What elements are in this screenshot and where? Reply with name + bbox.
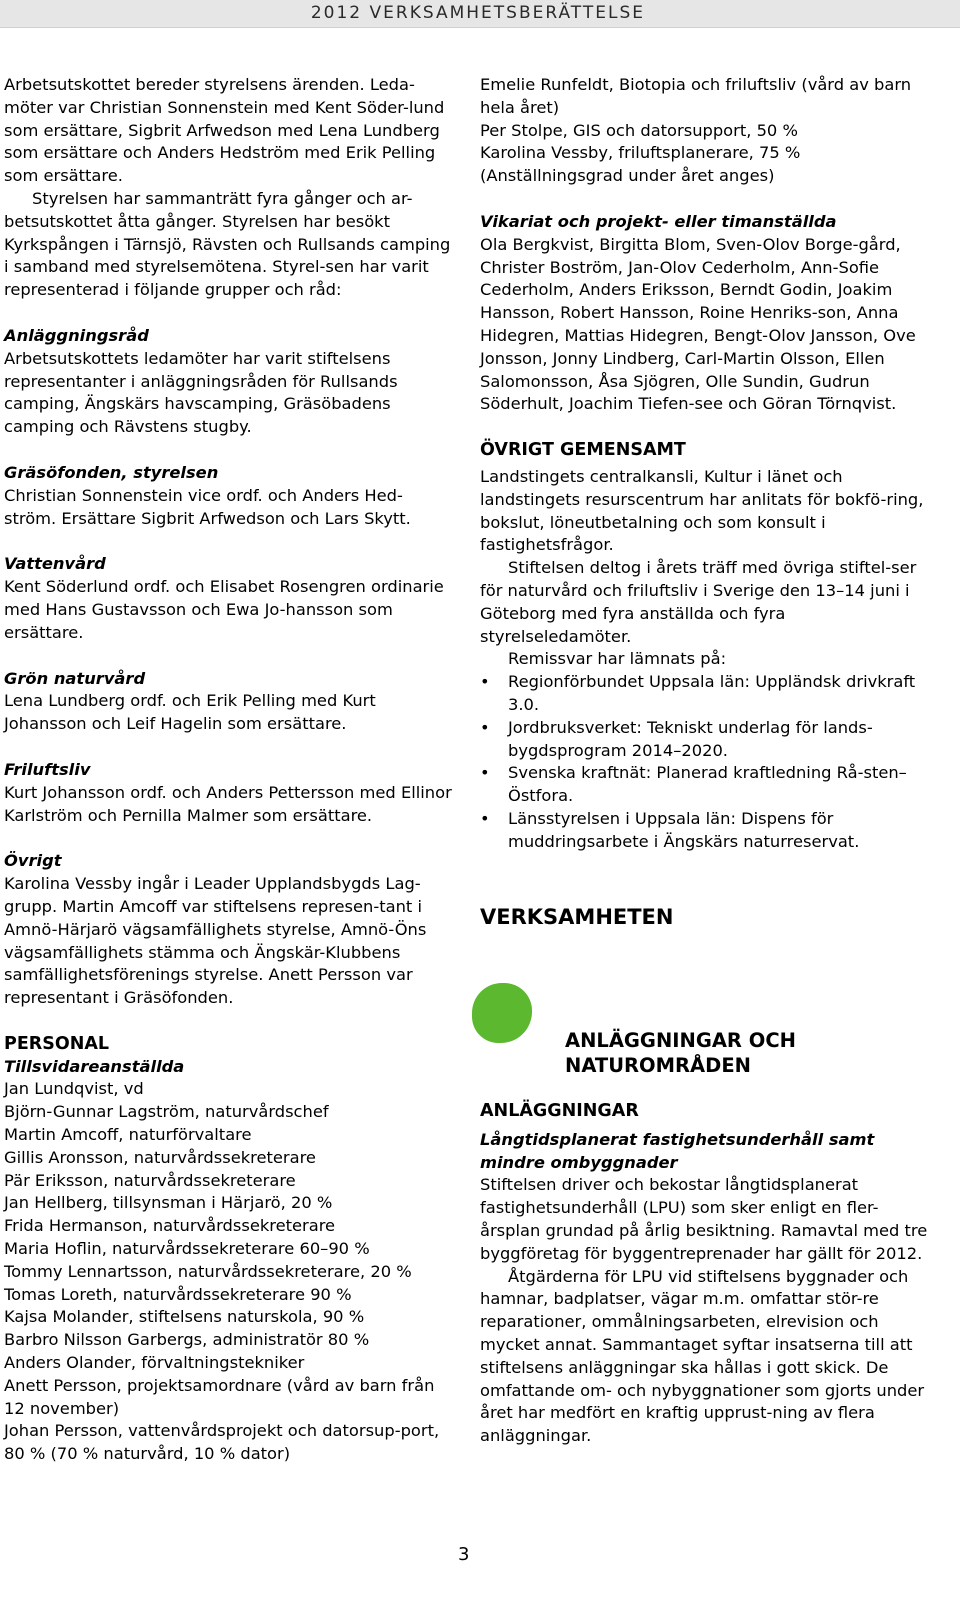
- section-friluftsliv: [4, 759, 454, 827]
- vikariat-text: Ola Bergkvist, Birgitta Blom, Sven-Olov Borge-gård, Christer Boström, Jan-Olov Cederholm, Ann-Sofie Cederholm, Anders Eriksson, Berndt Godin, Joakim Hansson, Robert Hansson, Roine Henriks-son, Anna Hidegren, Mattias Hidegren, Bengt-Olov Jansson, Ove Jonsson, Jonny Lindberg, Carl-Martin Olsson, Ellen Salomonsson, Åsa Sjögren, Olle Sundin, Gudrun Söderhult, Joachim Tiefen-see och Göran Törnqvist.: [480, 234, 916, 414]
- staff-item: Frida Hermanson, naturvårdssekreterare: [4, 1216, 336, 1236]
- remiss-item: • Svenska kraftnät: Planerad kraftledning Rå-sten–Östfora.: [480, 762, 932, 808]
- section-gron-naturvard: [4, 668, 454, 736]
- left-column: [4, 74, 454, 1466]
- remiss-item: • Regionförbundet Uppsala län: Uppländsk drivkraft 3.0.: [480, 671, 932, 717]
- ovrigt-paragraph: Stiftelsen deltog i årets träff med övriga stiftel-ser för naturvård och friluftsliv i Sverige den 13–14 juni i Göteborg med fyra anställda och fyra styrelseledamöter.: [480, 558, 917, 646]
- staff-item: Tomas Loreth, naturvårdssekreterare 90 %: [4, 1284, 352, 1304]
- right-column: [480, 74, 932, 930]
- section-text: Karolina Vessby ingår i Leader Upplandsbygds Lag-grupp. Martin Amcoff var stiftelsens represen-tant i Amnö-Härjarö vägsamfällighets styrelse, Amnö-Öns vägsamfällighets stämma och Ängskär-Klubbens samfällighetsförenings styrelse. Anett Persson var representant i Gräsöfonden.: [4, 874, 427, 1008]
- remiss-item: • Länsstyrelsen i Uppsala län: Dispens för muddringsarbete i Ängskärs naturreservat.: [480, 808, 932, 854]
- staff-item: Barbro Nilsson Garbergs, administratör 80 %: [4, 1330, 370, 1350]
- header-title: 2012 VERKSAMHETSBERÄTTELSE: [310, 3, 645, 23]
- page-number: 3: [458, 1544, 470, 1565]
- remiss-item: • Jordbruksverket: Tekniskt underlag för lands-bygdsprogram 2014–2020.: [480, 717, 932, 763]
- anlaggningar-heading: ANLÄGGNINGAR: [480, 1101, 639, 1121]
- staff-item: Anett Persson, projektsamordnare (vård av barn från 12 november): [4, 1375, 435, 1418]
- anlaggningar-naturomraden-heading: ANLÄGGNINGAR OCH NATUROMRÅDEN: [565, 1029, 796, 1077]
- employment-note: (Anställningsgrad under året anges): [480, 166, 775, 186]
- staff-item: Pär Eriksson, naturvårdssekreterare: [4, 1170, 296, 1190]
- section-text: Christian Sonnenstein vice ordf. och Anders Hed-ström. Ersättare Sigbrit Arfwedson och Lars Skytt.: [4, 485, 411, 528]
- page-header: [0, 0, 960, 28]
- section-heading: Vattenvård: [4, 554, 106, 574]
- staff-item: Martin Amcoff, naturförvaltare: [4, 1125, 252, 1145]
- remiss-intro: Remissvar har lämnats på:: [508, 649, 727, 669]
- ovrigt-gemensamt-heading: ÖVRIGT GEMENSAMT: [480, 440, 686, 461]
- section-heading: Grön naturvård: [4, 668, 146, 688]
- section-ovrigt: [4, 850, 454, 1010]
- board-paragraph: Styrelsen har sammanträtt fyra gånger och ar-betsutskottet åtta gånger. Styrelsen har besökt Kyrkspången i Tärnsjö, Rävsten och Rullsands camping i samband med styrelsemötena. Styrel-sen har varit representerad i följande grupper och råd:: [4, 188, 451, 300]
- section-heading: Gräsöfonden, styrelsen: [4, 462, 219, 482]
- lpu-heading: Långtidsplanerat fastighetsunderhåll samt mindre ombyggnader: [480, 1129, 875, 1172]
- staff-item: Tommy Lennartsson, naturvårdssekreterare, 20 %: [4, 1261, 412, 1281]
- staff-item: Maria Hoflin, naturvårdssekreterare 60–90 %: [4, 1239, 370, 1259]
- staff-item: Björn-Gunnar Lagström, naturvårdschef: [4, 1102, 329, 1122]
- section-vattenvard: [4, 553, 454, 644]
- right-column-bottom: [480, 1100, 932, 1448]
- lpu-paragraph: Åtgärderna för LPU vid stiftelsens byggnader och hamnar, badplatser, vägar m.m. omfattar stör-re reparationer, ommålningsarbeten, elrevision och mycket annat. Sammantaget syftar insatserna till att stiftelsens anläggningar ska hållas i gott skick. De omfattande om- och nybyggnationer som gjorts under året har medfört en kraftig upprust-ning av flera anläggningar.: [480, 1266, 925, 1446]
- staff-item: Per Stolpe, GIS och datorsupport, 50 %: [480, 120, 798, 140]
- personal-heading: PERSONAL: [4, 1033, 110, 1054]
- section-text: Kent Söderlund ordf. och Elisabet Rosengren ordinarie med Hans Gustavsson och Ewa Jo-hansson som ersättare.: [4, 577, 444, 642]
- ovrigt-paragraph: Landstingets centralkansli, Kultur i länet och landstingets resurscentrum har anlitats för bokfö-ring, bokslut, löneutbetalning och som konsult i fastighetsfrågor.: [480, 466, 924, 555]
- staff-list: [4, 1078, 454, 1466]
- verksamheten-heading: VERKSAMHETEN: [480, 904, 674, 929]
- lpu-paragraph: Stiftelsen driver och bekostar långtidsplanerat fastighetsunderhåll (LPU) som sker enligt en fler-årsplan grundad på årlig besiktning. Ramavtal med tre byggföretag för byggentreprenader har gällt för 2012.: [480, 1175, 928, 1263]
- staff-item: Anders Olander, förvaltningstekniker: [4, 1353, 305, 1373]
- staff-item: Karolina Vessby, friluftsplanerare, 75 %: [480, 143, 801, 163]
- tillsvidare-heading: Tillsvidareanställda: [4, 1056, 185, 1076]
- vikariat-heading: Vikariat och projekt- eller timanställda: [480, 211, 837, 231]
- staff-item: Johan Persson, vattenvårdsprojekt och datorsup-port, 80 % (70 % naturvård, 10 % dator): [4, 1421, 440, 1464]
- section-text: Kurt Johansson ordf. och Anders Pettersson med Ellinor Karlström och Pernilla Malmer som ersättare.: [4, 782, 452, 825]
- staff-item: Kajsa Molander, stiftelsens naturskola, 90 %: [4, 1307, 365, 1327]
- staff-item: Jan Hellberg, tillsynsman i Härjarö, 20 %: [4, 1193, 333, 1213]
- staff-item: Emelie Runfeldt, Biotopia och friluftsliv (vård av barn hela året): [480, 75, 912, 117]
- staff-item: Gillis Aronsson, naturvårdssekreterare: [4, 1147, 316, 1167]
- section-grasofonden: [4, 462, 454, 530]
- remiss-list: [480, 671, 932, 853]
- section-anlaggningsrad: [4, 325, 454, 439]
- staff-item: Jan Lundqvist, vd: [4, 1079, 144, 1099]
- intro-paragraph: Arbetsutskottet bereder styrelsens ärenden. Leda-möter var Christian Sonnenstein med Kent Söder-lund som ersättare, Sigbrit Arfwedson med Lena Lundberg som ersättare och Anders Hedström med Erik Pelling som ersättare.: [4, 75, 445, 186]
- section-text: Arbetsutskottets ledamöter har varit stiftelsens representanter i anläggningsråden för Rullsands camping, Ängskärs havscamping, Gräsöbadens camping och Rävstens stugby.: [4, 348, 398, 437]
- section-heading: Övrigt: [4, 851, 62, 871]
- section-heading: Anläggningsråd: [4, 325, 149, 345]
- green-blob-icon: [472, 983, 532, 1043]
- section-text: Lena Lundberg ordf. och Erik Pelling med Kurt Johansson och Leif Hagelin som ersättare.: [4, 691, 376, 734]
- section-heading: Friluftsliv: [4, 759, 91, 779]
